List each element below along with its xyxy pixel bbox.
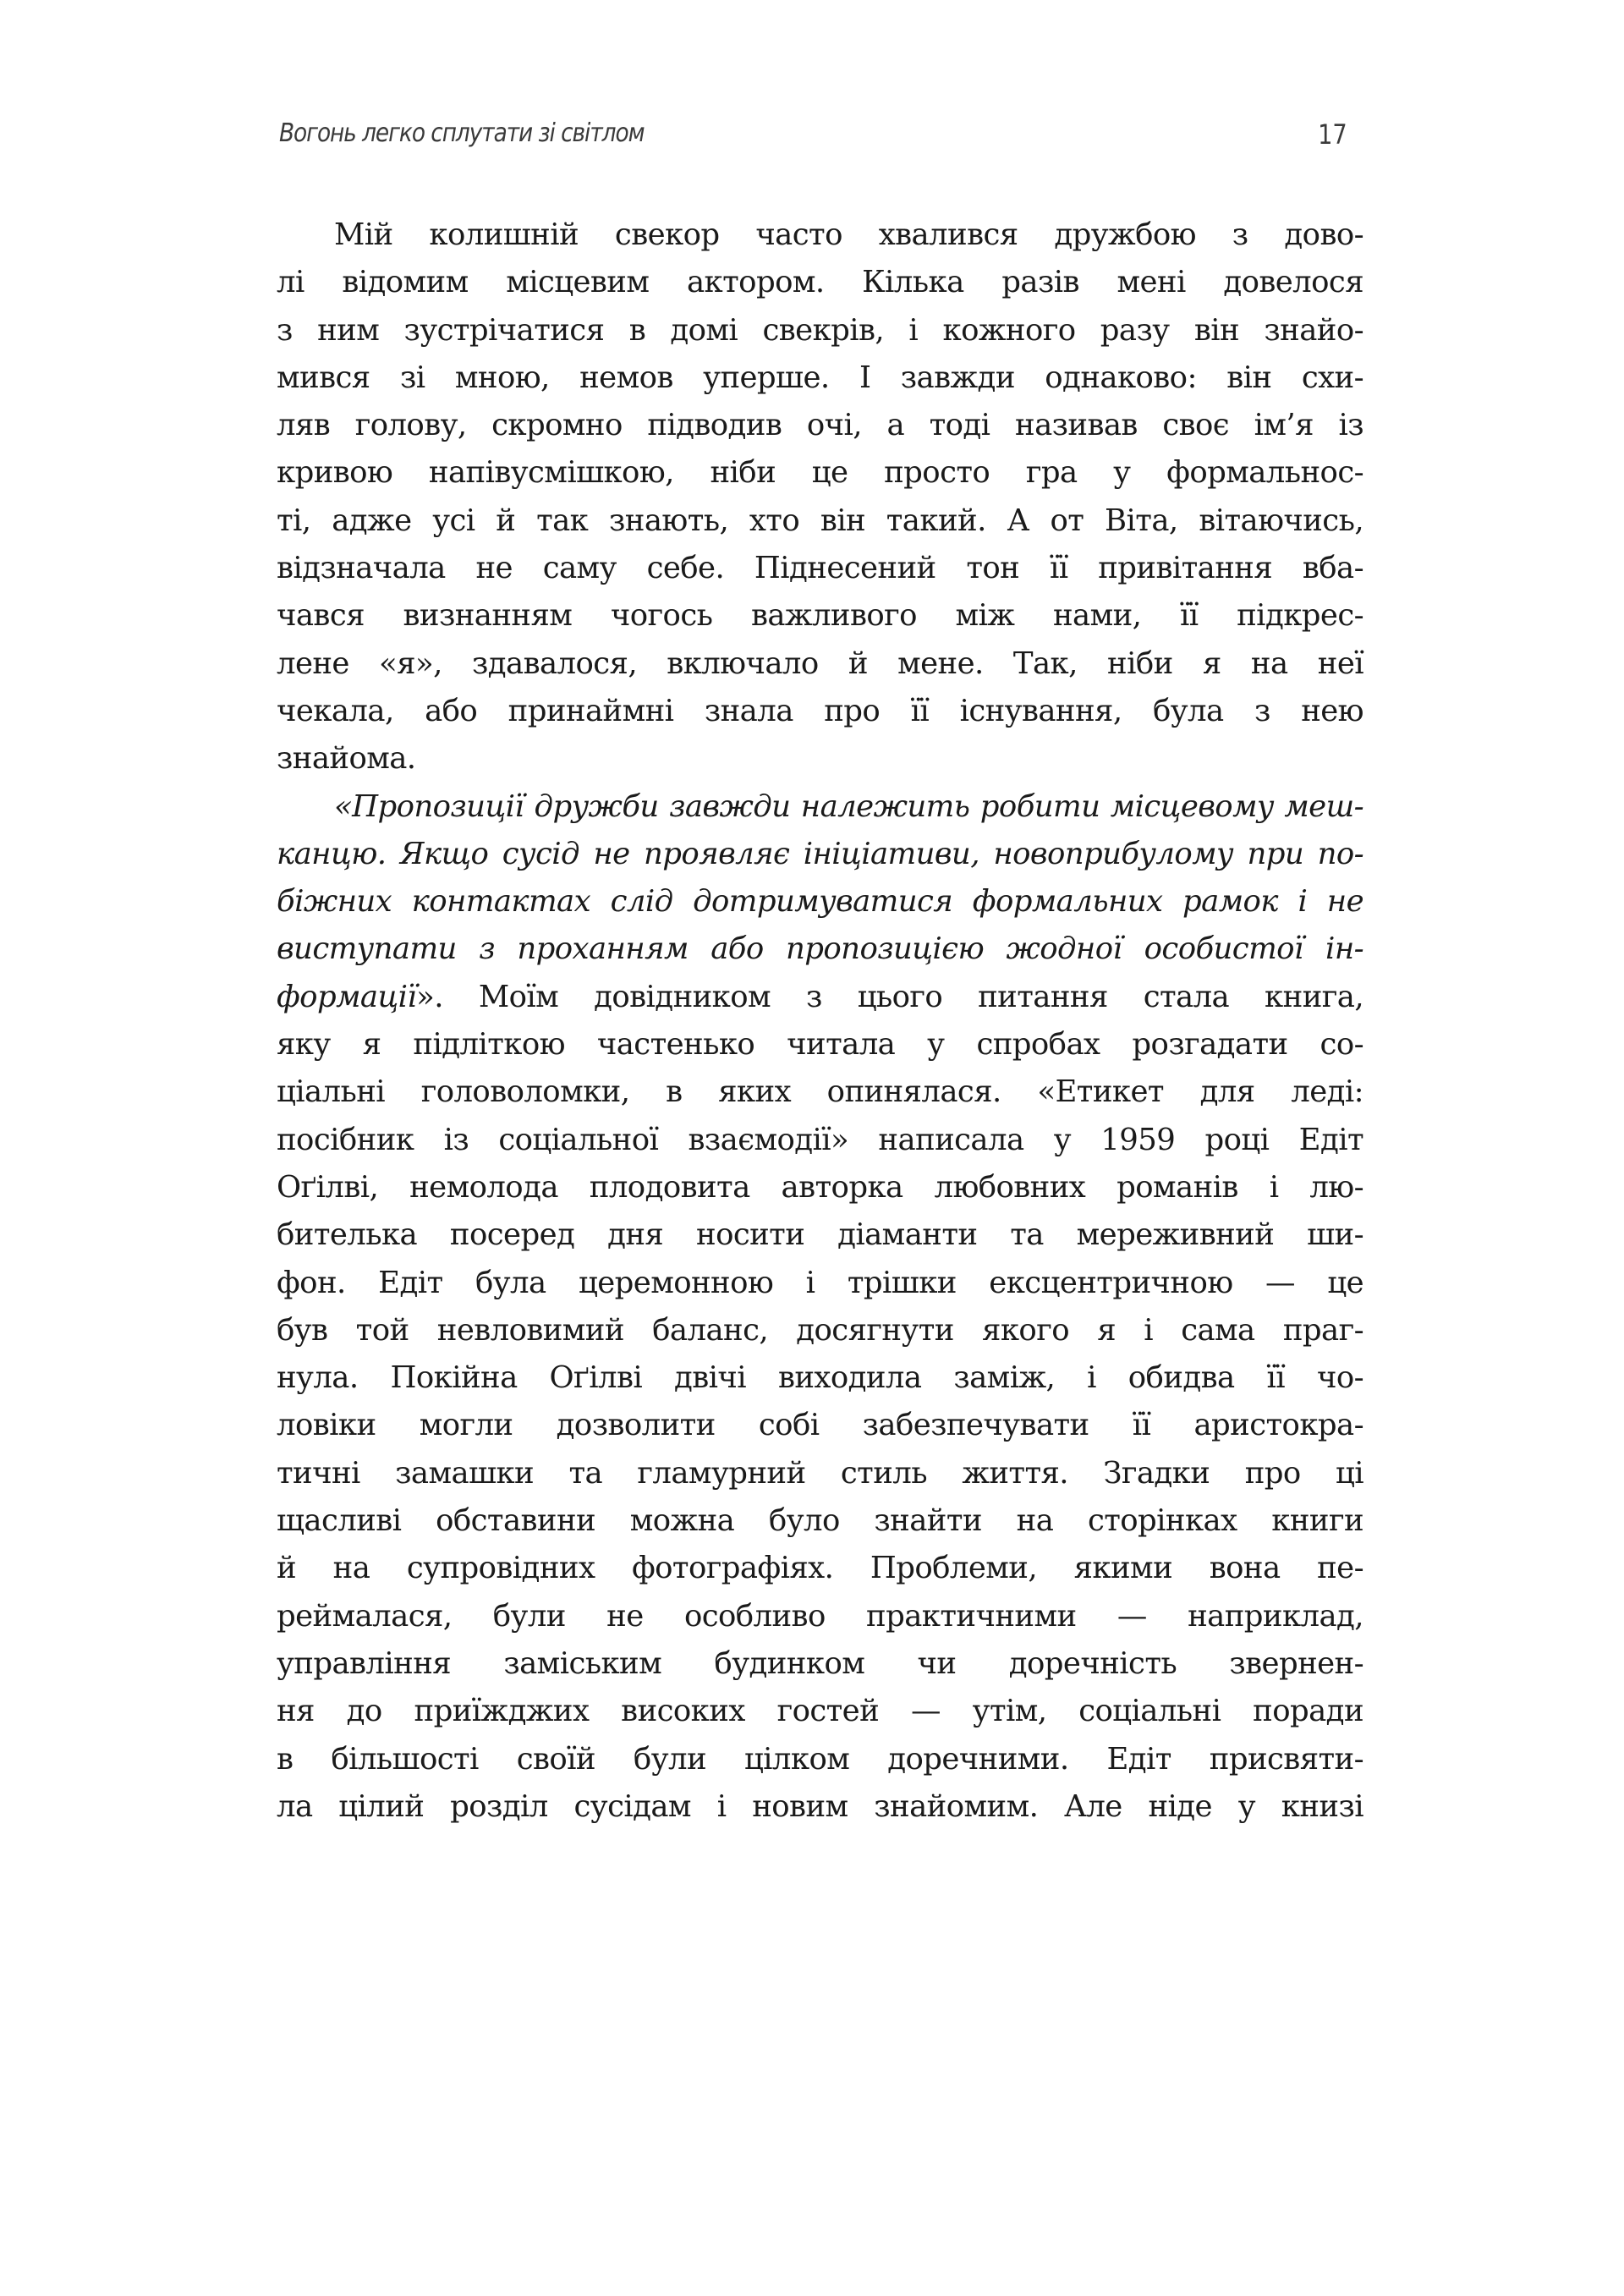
text-segment: нула. Покійна Оґілві двічі виходила заміж, і обидва її чо- — [277, 1360, 1363, 1396]
text-line — [277, 688, 1363, 735]
text-segment: тичні замашки та гламурний стиль життя. Згадки про ці — [277, 1455, 1363, 1491]
text-line — [277, 1736, 1363, 1783]
text-line — [277, 1211, 1363, 1259]
text-segment: реймалася, були не особливо практичними — наприклад, — [277, 1598, 1363, 1634]
text-line — [277, 974, 1363, 1021]
running-head-title: Вогонь легко сплутати зі світлом — [279, 118, 645, 148]
text-segment: з ним зустрічатися в домі свекрів, і кожного разу він знайо- — [277, 312, 1363, 348]
text-line — [277, 497, 1363, 545]
text-segment: Оґілві, немолода плодовита авторка любовних романів і лю- — [277, 1169, 1363, 1205]
italic-quote-segment: біжних контактах слід дотримуватися формальних рамок і не — [277, 884, 1363, 920]
text-line — [277, 1497, 1363, 1545]
text-line — [277, 545, 1363, 592]
text-line — [277, 1354, 1363, 1402]
text-line — [277, 259, 1363, 306]
text-segment: фон. Едіт була церемонною і трішки ексцентричною — це — [277, 1265, 1363, 1300]
text-segment: чекала, або принаймні знала про її існування, була з нею — [277, 693, 1363, 728]
italic-quote-segment: виступати з проханням або пропозицією жодної особистої ін- — [277, 931, 1363, 967]
text-segment: ляв голову, скромно підводив очі, а тоді називав своє ім’я із — [277, 408, 1363, 443]
text-segment: Мій колишній свекор часто хвалився дружбою з дово- — [334, 217, 1363, 252]
text-segment: управління заміським будинком чи доречність звернен- — [277, 1645, 1363, 1681]
text-segment: ціальні головоломки, в яких опинялася. «Етикет для леді: — [277, 1074, 1363, 1110]
text-line — [277, 1402, 1363, 1449]
body-text — [277, 211, 1363, 1831]
text-segment: ла цілий розділ сусідам і новим знайомим. Але ніде у книзі — [277, 1788, 1363, 1824]
text-line — [277, 640, 1363, 688]
text-line — [277, 1307, 1363, 1354]
text-line — [277, 1068, 1363, 1116]
text-segment: лене «я», здавалося, включало й мене. Так, ніби я на неї — [277, 645, 1363, 681]
text-segment: ня до приїжджих високих гостей — утім, соціальні поради — [277, 1694, 1363, 1729]
text-line — [277, 1593, 1363, 1640]
text-line — [277, 831, 1363, 878]
italic-quote-segment: формації — [277, 979, 417, 1014]
text-segment: знайома. — [277, 741, 416, 777]
text-segment: ». Моїм довідником з цього питання стала книга, — [416, 979, 1363, 1014]
text-segment: щасливі обставини можна було знайти на сторінках книги — [277, 1503, 1363, 1539]
text-line — [277, 592, 1363, 640]
text-segment: й на супровідних фотографіях. Проблеми, якими вона пе- — [277, 1551, 1363, 1586]
text-segment: мився зі мною, немов уперше. І завжди однаково: він схи- — [277, 360, 1363, 395]
text-segment: яку я підліткою частенько читала у спробах розгадати со- — [277, 1027, 1363, 1063]
text-line — [277, 1545, 1363, 1592]
text-segment: в більшості своїй були цілком доречними. Едіт присвяти- — [277, 1741, 1363, 1777]
text-line — [277, 449, 1363, 497]
paragraph — [277, 211, 1363, 783]
text-line — [277, 878, 1363, 926]
text-segment: кривою напівусмішкою, ніби це просто гра у формальнос- — [277, 455, 1363, 491]
text-segment: відзначала не саму себе. Піднесений тон її привітання вба- — [277, 551, 1363, 586]
text-line — [277, 1260, 1363, 1307]
text-line — [277, 783, 1363, 831]
text-line — [277, 1450, 1363, 1497]
italic-quote-segment: «Пропозиції дружби завжди належить робити місцевому меш- — [334, 788, 1363, 824]
text-line — [277, 1021, 1363, 1068]
text-line — [277, 735, 1363, 783]
text-line — [277, 1783, 1363, 1831]
running-head — [279, 118, 1366, 152]
text-segment: ловіки могли дозволити собі забезпечувати її аристокра- — [277, 1408, 1363, 1443]
text-segment: був той невловимий баланс, досягнути якого я і сама праг- — [277, 1312, 1363, 1348]
text-line — [277, 354, 1363, 402]
text-segment: лі відомим місцевим актором. Кілька разів мені довелося — [277, 265, 1363, 300]
text-segment: чався визнанням чогось важливого між нами, її підкрес- — [277, 598, 1363, 634]
text-line — [277, 307, 1363, 354]
text-line — [277, 926, 1363, 973]
text-line — [277, 402, 1363, 449]
paragraph — [277, 783, 1363, 1832]
text-line — [277, 1117, 1363, 1164]
text-line — [277, 1688, 1363, 1735]
text-segment: бителька посеред дня носити діаманти та мереживний ши- — [277, 1217, 1363, 1253]
italic-quote-segment: канцю. Якщо сусід не проявляє ініціативи, новоприбулому при по- — [277, 836, 1363, 871]
text-line — [277, 1164, 1363, 1211]
page-number: 17 — [1318, 118, 1347, 151]
text-line — [277, 211, 1363, 259]
text-segment: ті, адже усі й так знають, хто він такий. А от Віта, вітаючись, — [277, 503, 1363, 538]
text-segment: посібник із соціальної взаємодії» написала у 1959 році Едіт — [277, 1122, 1363, 1157]
text-line — [277, 1640, 1363, 1688]
